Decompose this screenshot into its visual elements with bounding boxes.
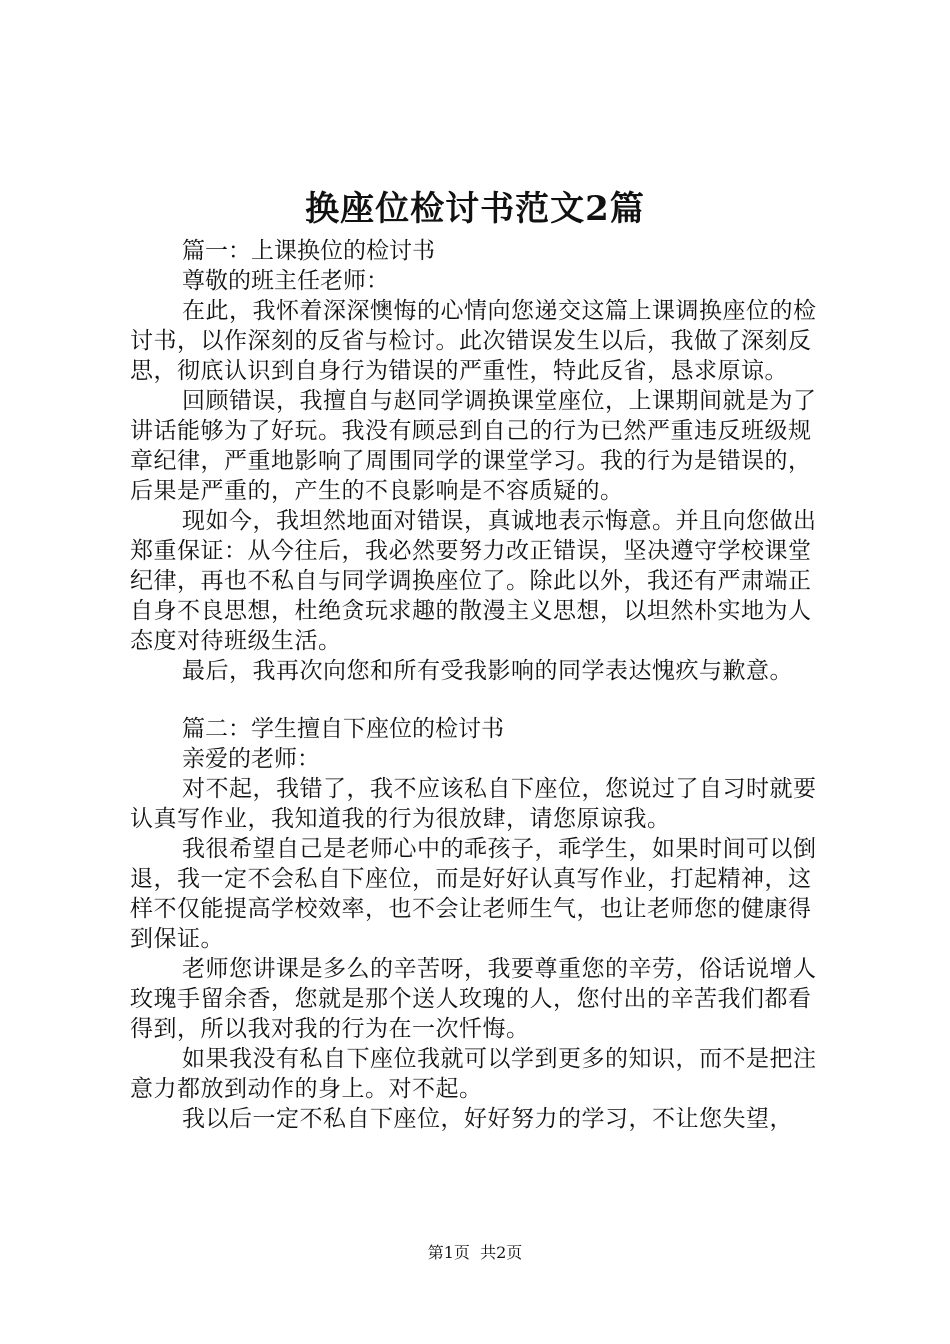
document-body [130, 236, 830, 1134]
section-2-paragraph-3: 老师您讲课是多么的辛苦呀，我要尊重您的辛劳，俗话说增人玫瑰手留余香，您就是那个送人玫瑰的人，您付出的辛苦我们都看得到，所以我对我的行为在一次忏悔。 [130, 956, 817, 1042]
section-2-heading: 篇二：学生擅自下座位的检讨书 [182, 716, 504, 742]
section-1-heading: 篇一：上课换位的检讨书 [182, 238, 435, 264]
section-1-paragraph-3: 现如今，我坦然地面对错误，真诚地表示悔意。并且向您做出郑重保证：从今往后，我必然要努力改正错误，坚决遵守学校课堂纪律，再也不私自与同学调换座位了。除此以外，我还有严肃端正自身不良思想，杜绝贪玩求趣的散漫主义思想，以坦然朴实地为人态度对待班级生活。 [130, 508, 817, 654]
section-1-paragraph-2: 回顾错误，我擅自与赵同学调换课堂座位，上课期间就是为了讲话能够为了好玩。我没有顾忌到自己的行为已然严重违反班级规章纪律，严重地影响了周围同学的课堂学习。我的行为是错误的，后果是严重的，产生的不良影响是不容质疑的。 [130, 388, 817, 504]
page-footer: 第1页 共2页 [427, 1243, 523, 1262]
section-2-paragraph-5: 我以后一定不私自下座位，好好努力的学习，不让您失望， [182, 1106, 793, 1132]
section-2-paragraph-4: 如果我没有私自下座位我就可以学到更多的知识，而不是把注意力都放到动作的身上。对不起。 [130, 1046, 817, 1102]
section-2-salutation: 亲爱的老师： [182, 746, 320, 772]
section-2-paragraph-1: 对不起，我错了，我不应该私自下座位，您说过了自习时就要认真写作业，我知道我的行为很放肆，请您原谅我。 [130, 776, 817, 832]
section-1-salutation: 尊敬的班主任老师： [182, 268, 389, 294]
section-1-paragraph-1: 在此，我怀着深深懊悔的心情向您递交这篇上课调换座位的检讨书，以作深刻的反省与检讨。此次错误发生以后，我做了深刻反思，彻底认识到自身行为错误的严重性，特此反省，恳求原谅。 [130, 298, 817, 384]
section-2-paragraph-2: 我很希望自己是老师心中的乖孩子，乖学生，如果时间可以倒退，我一定不会私自下座位，而是好好认真写作业，打起精神，这样不仅能提高学校效率，也不会让老师生气，也让老师您的健康得到保证。 [130, 836, 817, 952]
section-1-paragraph-4: 最后，我再次向您和所有受我影响的同学表达愧疚与歉意。 [182, 658, 793, 684]
document-title: 换座位检讨书范文2篇 [305, 189, 645, 229]
section-divider [130, 686, 830, 714]
